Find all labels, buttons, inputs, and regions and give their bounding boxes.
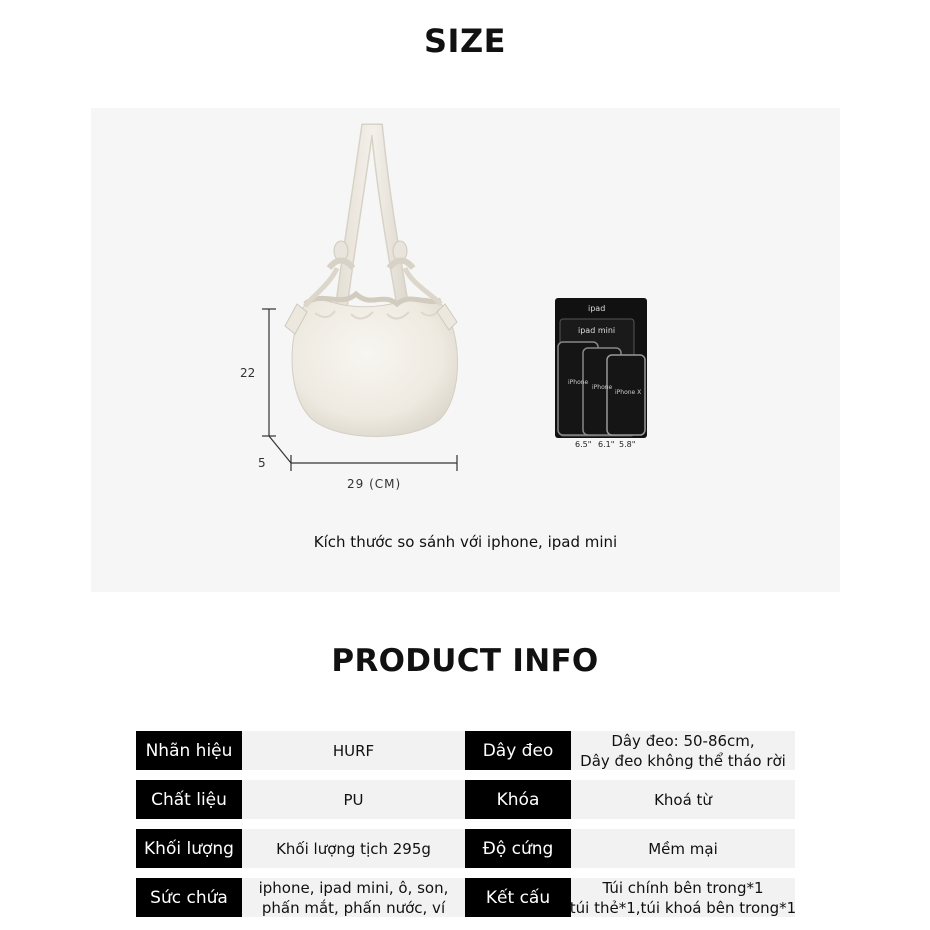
ipad-label: ipad xyxy=(588,304,606,313)
value-line: HURF xyxy=(332,741,375,760)
info-row-material xyxy=(136,780,798,819)
phone-size-2: 6.1" xyxy=(598,440,615,449)
value-material xyxy=(242,780,465,819)
label-brand: Nhãn hiệu xyxy=(136,731,242,770)
value-line: Dây đeo: 50-86cm, xyxy=(611,731,755,750)
info-row-brand xyxy=(136,731,798,770)
phone-size-1: 6.5" xyxy=(575,440,592,449)
value-line: iphone, ipad mini, ô, son, xyxy=(258,879,449,897)
product-info-title: PRODUCT INFO xyxy=(331,643,599,679)
depth-dimension: 5 xyxy=(258,456,266,470)
label-weight: Khối lượng xyxy=(136,829,242,868)
label-structure: Kết cấu xyxy=(465,878,571,917)
phone-name-2: iPhone xyxy=(592,384,613,391)
value-hardness xyxy=(571,829,795,868)
value-line: PU xyxy=(343,790,364,809)
height-dimension: 22 xyxy=(240,366,256,380)
value-structure xyxy=(571,878,795,917)
size-caption: Kích thước so sánh với iphone, ipad mini xyxy=(313,533,618,551)
value-line: phấn mắt, phấn nước, ví xyxy=(261,899,446,917)
device-comparison xyxy=(555,298,647,438)
label-material: Chất liệu xyxy=(136,780,242,819)
value-line: Khối lượng tịch 295g xyxy=(276,839,431,858)
phone-size-3: 5.8" xyxy=(619,440,636,449)
label-hardness: Độ cứng xyxy=(465,829,571,868)
value-capacity xyxy=(242,878,465,917)
label-clasp: Khóa xyxy=(465,780,571,819)
info-row-weight xyxy=(136,829,798,868)
value-strap xyxy=(571,731,795,770)
phone-name-1: iPhone xyxy=(568,379,589,386)
value-weight xyxy=(242,829,465,868)
width-dimension: 29 (CM) xyxy=(347,477,402,491)
bag-body xyxy=(285,268,458,437)
value-line: túi thẻ*1,túi khoá bên trong*1 xyxy=(569,899,797,917)
label-capacity: Sức chứa xyxy=(136,878,242,917)
size-panel xyxy=(91,108,840,592)
value-brand xyxy=(242,731,465,770)
bag-size-illustration xyxy=(91,108,840,592)
value-line: Dây đeo không thể tháo rời xyxy=(580,751,786,770)
value-line: Khoá từ xyxy=(654,790,712,809)
phone-name-3: iPhone X xyxy=(615,389,642,396)
value-line: Mềm mại xyxy=(648,839,718,858)
info-row-capacity xyxy=(136,878,798,917)
label-strap: Dây đeo xyxy=(465,731,571,770)
size-title: SIZE xyxy=(423,22,506,60)
value-line: Túi chính bên trong*1 xyxy=(602,879,764,897)
ipad-mini-label: ipad mini xyxy=(578,326,616,335)
value-clasp xyxy=(571,780,795,819)
